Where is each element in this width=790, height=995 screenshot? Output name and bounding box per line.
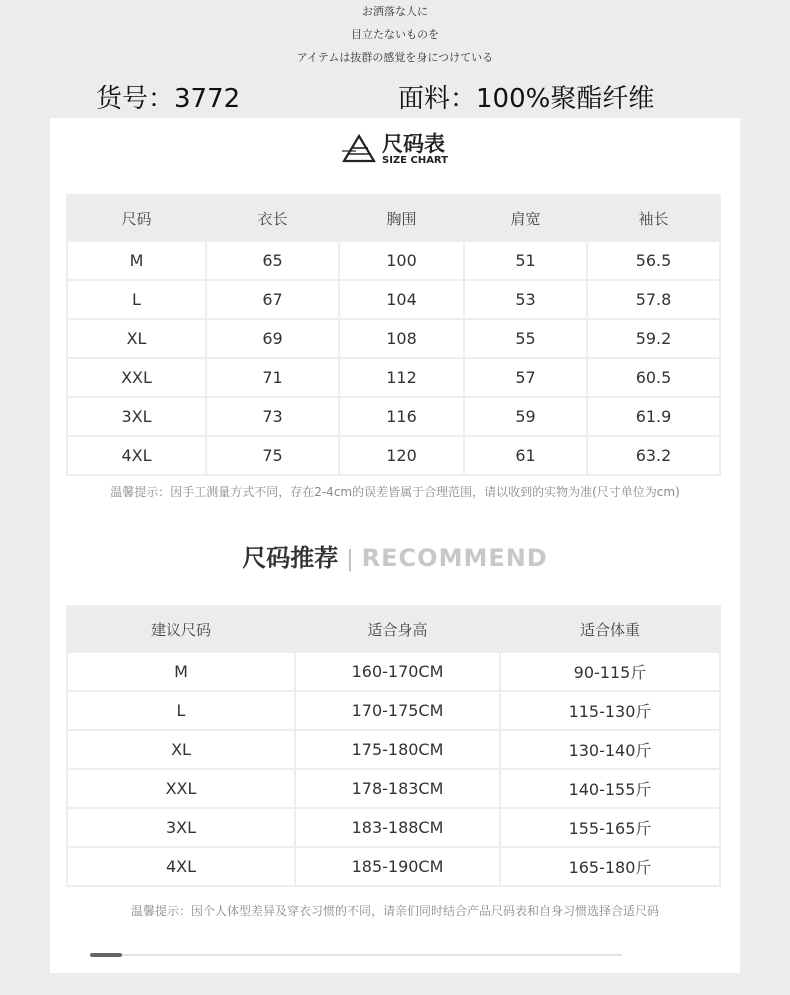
table-cell: 57 [464, 358, 587, 397]
tagline-line-1: お洒落な人に [362, 5, 428, 18]
table-row [67, 280, 720, 319]
recommend-separator: | [346, 547, 354, 572]
header-chest: 胸围 [339, 195, 464, 241]
header-height: 适合身高 [295, 606, 500, 652]
table-cell: 61.9 [587, 397, 720, 436]
table-cell: 120 [339, 436, 464, 475]
table-cell: XL [67, 730, 295, 769]
table-row [67, 436, 720, 475]
table-cell: 3XL [67, 808, 295, 847]
size-chart-header [340, 128, 480, 172]
table-row [67, 691, 720, 730]
table-cell: 61 [464, 436, 587, 475]
table-cell: 104 [339, 280, 464, 319]
table-cell: 67 [206, 280, 339, 319]
size-chart-title: 尺码表 [382, 132, 445, 156]
table-cell: 108 [339, 319, 464, 358]
table-cell: 55 [464, 319, 587, 358]
table-row [67, 808, 720, 847]
recommend-title-cn: 尺码推荐 [242, 544, 339, 572]
size-chart-card [50, 118, 740, 973]
table-cell: 65 [206, 241, 339, 280]
recommend-title-en: RECOMMEND [361, 544, 548, 572]
table-cell: 130-140斤 [500, 730, 720, 769]
table-row [67, 358, 720, 397]
table-cell: L [67, 280, 206, 319]
table-cell: XXL [67, 769, 295, 808]
header-weight: 适合体重 [500, 606, 720, 652]
table-cell: 4XL [67, 436, 206, 475]
table-cell: 170-175CM [295, 691, 500, 730]
table-cell: L [67, 691, 295, 730]
table-row [67, 847, 720, 886]
table-cell: 90-115斤 [500, 652, 720, 691]
recommend-heading [50, 538, 740, 573]
size-chart-note: 温馨提示：因手工测量方式不同，存在2-4cm的误差皆属于合理范围，请以收到的实物为准(尺寸单位为cm) [110, 485, 680, 499]
table-cell: 178-183CM [295, 769, 500, 808]
table-cell: 63.2 [587, 436, 720, 475]
table-cell: 51 [464, 241, 587, 280]
scrollbar-thumb[interactable] [90, 953, 122, 957]
table-cell: M [67, 652, 295, 691]
size-chart-subtitle: SIZE CHART [382, 155, 449, 166]
recommend-table [66, 605, 721, 887]
table-cell: 160-170CM [295, 652, 500, 691]
table-row [67, 730, 720, 769]
table-cell: 115-130斤 [500, 691, 720, 730]
table-cell: 183-188CM [295, 808, 500, 847]
table-cell: 112 [339, 358, 464, 397]
table-row [67, 319, 720, 358]
table-cell: XL [67, 319, 206, 358]
recommend-note: 温馨提示：因个人体型差异及穿衣习惯的不同，请亲们同时结合产品尺码表和自身习惯选择合适尺码 [130, 904, 659, 918]
table-row [67, 769, 720, 808]
table-cell: 155-165斤 [500, 808, 720, 847]
header-length: 衣长 [206, 195, 339, 241]
table-header-row [67, 606, 720, 652]
table-cell: 60.5 [587, 358, 720, 397]
item-number: 货号：3772 [96, 84, 241, 114]
table-cell: 75 [206, 436, 339, 475]
table-cell: 73 [206, 397, 339, 436]
table-row [67, 397, 720, 436]
table-cell: 4XL [67, 847, 295, 886]
table-cell: 56.5 [587, 241, 720, 280]
table-cell: 165-180斤 [500, 847, 720, 886]
header-suggested-size: 建议尺码 [67, 606, 295, 652]
table-cell: 53 [464, 280, 587, 319]
table-cell: 57.8 [587, 280, 720, 319]
table-cell: M [67, 241, 206, 280]
table-cell: 71 [206, 358, 339, 397]
table-cell: 3XL [67, 397, 206, 436]
header-size: 尺码 [67, 195, 206, 241]
table-cell: 116 [339, 397, 464, 436]
table-cell: 69 [206, 319, 339, 358]
table-cell: 59 [464, 397, 587, 436]
table-cell: 185-190CM [295, 847, 500, 886]
tagline-line-3: アイテムは抜群の感覚を身につけている [296, 51, 494, 64]
table-row [67, 652, 720, 691]
table-cell: 100 [339, 241, 464, 280]
table-cell: 140-155斤 [500, 769, 720, 808]
table-cell: 59.2 [587, 319, 720, 358]
table-row [67, 241, 720, 280]
fabric-info: 面料：100%聚酯纤维 [398, 84, 655, 114]
tagline-line-2: 目立たないものを [351, 28, 439, 41]
table-cell: 175-180CM [295, 730, 500, 769]
header-shoulder: 肩宽 [464, 195, 587, 241]
size-chart-table [66, 194, 721, 476]
table-header-row [67, 195, 720, 241]
scrollbar-track[interactable] [90, 954, 622, 956]
header-sleeve: 袖长 [587, 195, 720, 241]
ruler-triangle-icon [342, 134, 376, 164]
table-cell: XXL [67, 358, 206, 397]
